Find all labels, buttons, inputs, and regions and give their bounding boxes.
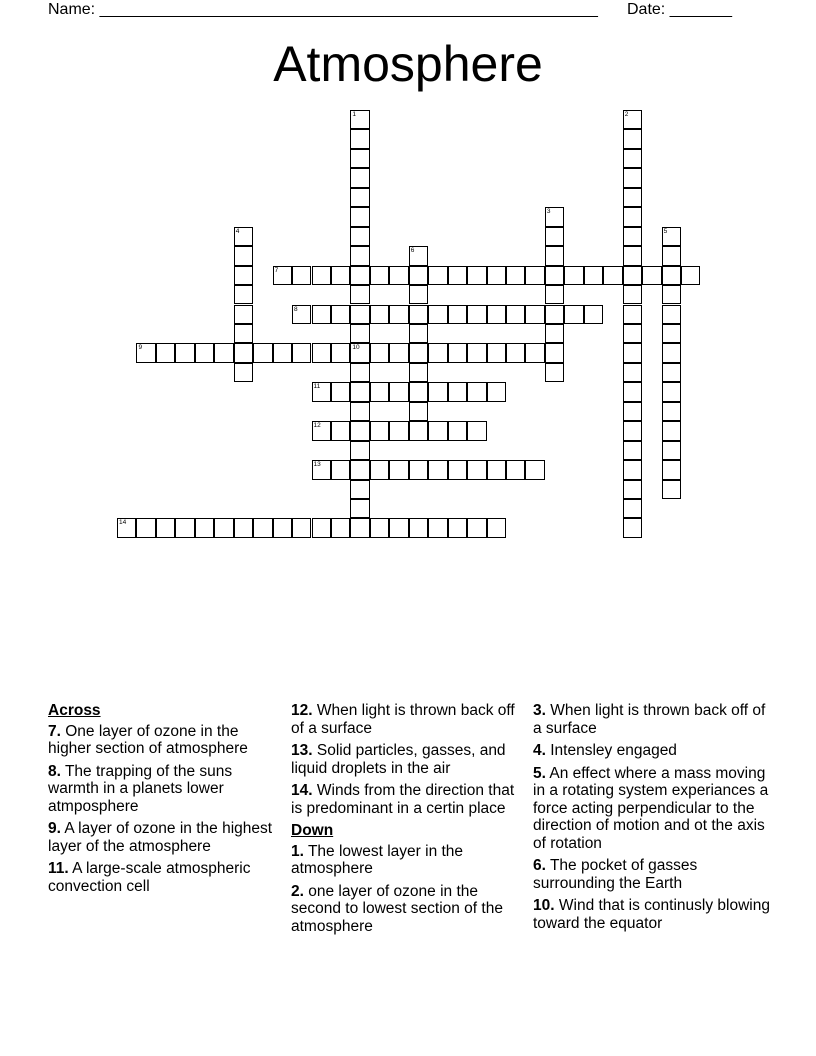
crossword-cell[interactable]	[389, 518, 408, 537]
across-heading: Across	[48, 702, 101, 719]
crossword-cell[interactable]	[662, 305, 681, 324]
crossword-cell[interactable]	[253, 343, 272, 362]
clues-column-3	[533, 702, 773, 937]
crossword-cell[interactable]	[350, 110, 369, 129]
crossword-cell[interactable]	[273, 518, 292, 537]
crossword-cell[interactable]	[623, 363, 642, 382]
crossword-cell[interactable]	[331, 460, 350, 479]
down-clue-list	[291, 843, 523, 936]
crossword-cell[interactable]	[175, 343, 194, 362]
crossword-cell[interactable]	[273, 266, 292, 285]
clue-number: 9	[138, 344, 143, 352]
crossword-cell[interactable]	[545, 227, 564, 246]
crossword-cell[interactable]	[467, 382, 486, 401]
crossword-cell[interactable]	[545, 207, 564, 226]
crossword-cell[interactable]	[156, 518, 175, 537]
crossword-cell[interactable]	[467, 460, 486, 479]
crossword-cell[interactable]	[487, 518, 506, 537]
crossword-cell[interactable]	[409, 402, 428, 421]
crossword-cell[interactable]	[389, 460, 408, 479]
crossword-cell[interactable]	[136, 518, 155, 537]
crossword-cell[interactable]	[623, 343, 642, 362]
clue-item-number: 10.	[533, 897, 555, 914]
crossword-cell[interactable]	[428, 266, 447, 285]
date-line[interactable]: _______	[665, 1, 732, 18]
crossword-cell[interactable]	[350, 382, 369, 401]
crossword-cell[interactable]	[331, 518, 350, 537]
crossword-cell[interactable]	[312, 382, 331, 401]
name-line[interactable]: ________________________________________________________	[95, 1, 598, 18]
clue-item-number: 14.	[291, 782, 313, 799]
crossword-cell[interactable]	[234, 266, 253, 285]
crossword-cell[interactable]	[448, 382, 467, 401]
clue-item-number: 7.	[48, 722, 61, 740]
clue-item	[48, 860, 276, 895]
crossword-cell[interactable]	[370, 518, 389, 537]
crossword-cell[interactable]	[312, 460, 331, 479]
clue-item	[291, 782, 523, 817]
crossword-cell[interactable]	[662, 402, 681, 421]
crossword-cell[interactable]	[662, 363, 681, 382]
crossword-cell[interactable]	[350, 324, 369, 343]
crossword-cell[interactable]	[234, 246, 253, 265]
crossword-cell[interactable]	[175, 518, 194, 537]
down-clue-list-continued	[533, 702, 773, 932]
crossword-cell[interactable]	[662, 227, 681, 246]
crossword-cell[interactable]	[623, 149, 642, 168]
crossword-cell[interactable]	[428, 382, 447, 401]
crossword-cell[interactable]	[642, 266, 661, 285]
crossword-cell[interactable]	[331, 305, 350, 324]
clue-number: 11	[313, 383, 321, 391]
crossword-cell[interactable]	[253, 518, 272, 537]
clue-item	[533, 765, 773, 853]
crossword-cell[interactable]	[525, 460, 544, 479]
clue-item	[291, 702, 523, 737]
clue-number: 1	[352, 111, 357, 118]
crossword-cell[interactable]	[448, 343, 467, 362]
crossword-cell[interactable]	[545, 305, 564, 324]
crossword-cell[interactable]	[409, 324, 428, 343]
crossword-cell[interactable]	[623, 246, 642, 265]
crossword-cell[interactable]	[506, 460, 525, 479]
clue-item-text: Solid particles, gasses, and liquid droplets in the air	[291, 742, 506, 777]
crossword-cell[interactable]	[584, 305, 603, 324]
clue-item-text: Wind that is continusly blowing toward the equator	[533, 897, 770, 932]
crossword-cell[interactable]	[331, 382, 350, 401]
crossword-cell[interactable]	[623, 227, 642, 246]
crossword-cell[interactable]	[312, 343, 331, 362]
crossword-cell[interactable]	[623, 324, 642, 343]
crossword-cell[interactable]	[389, 382, 408, 401]
page-title: Atmosphere	[273, 36, 543, 92]
clue-item-text: Winds from the direction that is predominant in a certin place	[291, 782, 515, 817]
crossword-cell[interactable]	[350, 168, 369, 187]
crossword-cell[interactable]	[389, 305, 408, 324]
crossword-cell[interactable]	[370, 305, 389, 324]
clue-number: 5	[663, 227, 668, 235]
crossword-cell[interactable]	[234, 343, 253, 362]
clue-item	[533, 897, 773, 932]
crossword-cell[interactable]	[350, 129, 369, 148]
crossword-cell[interactable]	[389, 421, 408, 440]
crossword-cell[interactable]	[350, 246, 369, 265]
clue-item	[291, 883, 523, 936]
crossword-cell[interactable]	[370, 421, 389, 440]
crossword-cell[interactable]	[292, 266, 311, 285]
crossword-cell[interactable]	[428, 305, 447, 324]
clue-item	[291, 742, 523, 777]
crossword-cell[interactable]	[350, 207, 369, 226]
crossword-cell[interactable]	[467, 518, 486, 537]
crossword-cell[interactable]	[662, 382, 681, 401]
clue-item-number: 8.	[48, 762, 61, 780]
crossword-cell[interactable]	[195, 518, 214, 537]
crossword-cell[interactable]	[525, 343, 544, 362]
crossword-cell[interactable]	[350, 402, 369, 421]
crossword-cell[interactable]	[545, 343, 564, 362]
clue-item	[48, 820, 276, 855]
crossword-cell[interactable]	[448, 460, 467, 479]
crossword-cell[interactable]	[234, 518, 253, 537]
crossword-cell[interactable]	[350, 285, 369, 304]
crossword-cell[interactable]	[214, 518, 233, 537]
crossword-cell[interactable]	[312, 305, 331, 324]
crossword-cell[interactable]	[409, 343, 428, 362]
crossword-cell[interactable]	[292, 518, 311, 537]
crossword-cell[interactable]	[662, 266, 681, 285]
crossword-cell[interactable]	[525, 305, 544, 324]
clue-item-number: 6.	[533, 857, 546, 874]
crossword-cell[interactable]	[350, 499, 369, 518]
clue-item	[48, 763, 276, 816]
crossword-cell[interactable]	[409, 382, 428, 401]
crossword-cell[interactable]	[234, 324, 253, 343]
clues-column-2	[291, 702, 523, 940]
crossword-cell[interactable]	[312, 266, 331, 285]
crossword-cell[interactable]	[350, 266, 369, 285]
clue-item	[533, 702, 773, 737]
across-clue-list-continued	[291, 702, 523, 817]
crossword-cell[interactable]	[370, 343, 389, 362]
crossword-cell[interactable]	[448, 266, 467, 285]
clue-item-number: 11.	[48, 860, 69, 877]
clue-item-number: 9.	[48, 820, 61, 837]
clue-number: 4	[235, 227, 240, 235]
crossword-cell[interactable]	[292, 343, 311, 362]
crossword-cell[interactable]	[409, 285, 428, 304]
clue-item	[291, 843, 523, 878]
crossword-cell[interactable]	[662, 324, 681, 343]
crossword-cell[interactable]	[409, 246, 428, 265]
crossword-cell[interactable]	[331, 266, 350, 285]
crossword-cell[interactable]	[350, 480, 369, 499]
clue-item-text: When light is thrown back off of a surface	[533, 702, 766, 737]
crossword-cell[interactable]	[662, 480, 681, 499]
clue-item-number: 1.	[291, 842, 304, 860]
clue-item-text: Intensley engaged	[545, 742, 677, 759]
crossword-cell[interactable]	[467, 343, 486, 362]
crossword-cell[interactable]	[409, 266, 428, 285]
crossword-cell[interactable]	[662, 285, 681, 304]
crossword-cell[interactable]	[623, 421, 642, 440]
clue-item-number: 2.	[291, 882, 304, 900]
clue-item-text: One layer of ozone in the higher section of atmosphere	[48, 722, 248, 757]
crossword-cell[interactable]	[662, 343, 681, 362]
crossword-cell[interactable]	[312, 421, 331, 440]
crossword-cell[interactable]	[350, 305, 369, 324]
crossword-cell[interactable]	[564, 266, 583, 285]
crossword-cell[interactable]	[312, 518, 331, 537]
crossword-cell[interactable]	[487, 460, 506, 479]
crossword-cell[interactable]	[370, 382, 389, 401]
crossword-cell[interactable]	[662, 460, 681, 479]
clue-item-text: A large-scale atmospheric convection cell	[48, 860, 251, 895]
crossword-cell[interactable]	[467, 305, 486, 324]
crossword-cell[interactable]	[525, 266, 544, 285]
crossword-cell[interactable]	[564, 305, 583, 324]
clue-item-text: The lowest layer in the atmosphere	[291, 842, 464, 877]
clue-item-text: An effect where a mass moving in a rotating system experiances a force acting perpendicular to the direction of motion and ot the axis of rotation	[533, 764, 769, 852]
crossword-cell[interactable]	[487, 343, 506, 362]
crossword-cell[interactable]	[448, 518, 467, 537]
crossword-cell[interactable]	[409, 518, 428, 537]
date-label: Date:	[627, 1, 666, 18]
clue-item-number: 3.	[533, 702, 546, 719]
crossword-cell[interactable]	[428, 518, 447, 537]
crossword-cell[interactable]	[428, 343, 447, 362]
crossword-cell[interactable]	[623, 402, 642, 421]
clue-number: 14	[119, 519, 127, 527]
crossword-cell[interactable]	[409, 363, 428, 382]
crossword-cell[interactable]	[409, 421, 428, 440]
crossword-cell[interactable]	[623, 305, 642, 324]
crossword-cell[interactable]	[545, 266, 564, 285]
clue-item-number: 13.	[291, 742, 313, 759]
down-heading: Down	[291, 822, 334, 839]
crossword-cell[interactable]	[623, 188, 642, 207]
crossword-cell[interactable]	[350, 188, 369, 207]
crossword-cell[interactable]	[506, 343, 525, 362]
crossword-cell[interactable]	[195, 343, 214, 362]
crossword-cell[interactable]	[350, 441, 369, 460]
crossword-cell[interactable]	[234, 305, 253, 324]
crossword-cell[interactable]	[156, 343, 175, 362]
crossword-cell[interactable]	[389, 343, 408, 362]
crossword-cell[interactable]	[623, 207, 642, 226]
across-clue-list	[48, 723, 276, 896]
crossword-cell[interactable]	[662, 246, 681, 265]
crossword-cell[interactable]	[214, 343, 233, 362]
crossword-cell[interactable]	[603, 266, 622, 285]
name-label: Name:	[48, 1, 96, 18]
crossword-cell[interactable]	[662, 421, 681, 440]
clue-number: 13	[313, 461, 321, 469]
crossword-cell[interactable]	[234, 227, 253, 246]
crossword-cell[interactable]	[428, 421, 447, 440]
clue-item	[533, 857, 773, 892]
crossword-cell[interactable]	[623, 110, 642, 129]
crossword-cell[interactable]	[623, 285, 642, 304]
crossword-cell[interactable]	[331, 421, 350, 440]
crossword-cell[interactable]	[448, 421, 467, 440]
crossword-cell[interactable]	[545, 246, 564, 265]
crossword-cell[interactable]	[292, 305, 311, 324]
crossword-cell[interactable]	[331, 343, 350, 362]
crossword-cell[interactable]	[584, 266, 603, 285]
crossword-cell[interactable]	[467, 266, 486, 285]
crossword-cell[interactable]	[350, 363, 369, 382]
clue-number: 7	[274, 266, 279, 274]
clue-item	[48, 723, 276, 758]
crossword-cell[interactable]	[623, 382, 642, 401]
clue-item-number: 4.	[533, 742, 546, 759]
clue-item	[533, 742, 773, 760]
crossword-cell[interactable]	[409, 305, 428, 324]
crossword-cell[interactable]	[487, 266, 506, 285]
crossword-cell[interactable]	[487, 305, 506, 324]
clue-item-number: 12.	[291, 702, 313, 719]
clue-number: 3	[546, 208, 551, 216]
crossword-cell[interactable]	[370, 460, 389, 479]
clue-number: 2	[624, 111, 629, 118]
crossword-cell[interactable]	[273, 343, 292, 362]
crossword-cell[interactable]	[545, 363, 564, 382]
crossword-cell[interactable]	[409, 460, 428, 479]
crossword-cell[interactable]	[506, 266, 525, 285]
crossword-cell[interactable]	[506, 305, 525, 324]
crossword-cell[interactable]	[623, 499, 642, 518]
clue-item-text: The trapping of the suns warmth in a planets lower atmposphere	[48, 762, 233, 815]
crossword-cell[interactable]	[623, 129, 642, 148]
clue-number: 12	[313, 422, 321, 430]
clues-column-1	[48, 702, 276, 900]
crossword-cell[interactable]	[350, 518, 369, 537]
crossword-cell[interactable]	[467, 421, 486, 440]
crossword-cell[interactable]	[623, 441, 642, 460]
crossword-cell[interactable]	[623, 168, 642, 187]
crossword-cell[interactable]	[350, 460, 369, 479]
clue-item-text: A layer of ozone in the highest layer of the atmosphere	[48, 820, 273, 855]
crossword-cell[interactable]	[545, 285, 564, 304]
crossword-cell[interactable]	[350, 421, 369, 440]
crossword-cell[interactable]	[448, 305, 467, 324]
clue-item-text: When light is thrown back off of a surface	[291, 702, 515, 737]
crossword-cell[interactable]	[370, 266, 389, 285]
crossword-cell[interactable]	[234, 363, 253, 382]
crossword-cell[interactable]	[136, 343, 155, 362]
clue-number: 8	[294, 305, 298, 313]
crossword-cell[interactable]	[623, 518, 642, 537]
crossword-cell[interactable]	[350, 227, 369, 246]
crossword-cell[interactable]	[350, 343, 369, 362]
clue-item-number: 5.	[533, 764, 546, 782]
crossword-cell[interactable]	[117, 518, 136, 537]
clue-number: 6	[410, 247, 415, 255]
crossword-cell[interactable]	[545, 324, 564, 343]
crossword-cell[interactable]	[662, 441, 681, 460]
crossword-cell[interactable]	[389, 266, 408, 285]
clue-number: 10	[352, 344, 360, 352]
clue-item-text: one layer of ozone in the second to lowest section of the atmosphere	[291, 882, 503, 935]
crossword-cell[interactable]	[623, 460, 642, 479]
clue-item-text: The pocket of gasses surrounding the Earth	[533, 857, 698, 892]
crossword-cell[interactable]	[623, 480, 642, 499]
crossword-cell[interactable]	[487, 382, 506, 401]
crossword-cell[interactable]	[681, 266, 700, 285]
crossword-cell[interactable]	[234, 285, 253, 304]
crossword-cell[interactable]	[623, 266, 642, 285]
crossword-cell[interactable]	[350, 149, 369, 168]
crossword-cell[interactable]	[428, 460, 447, 479]
